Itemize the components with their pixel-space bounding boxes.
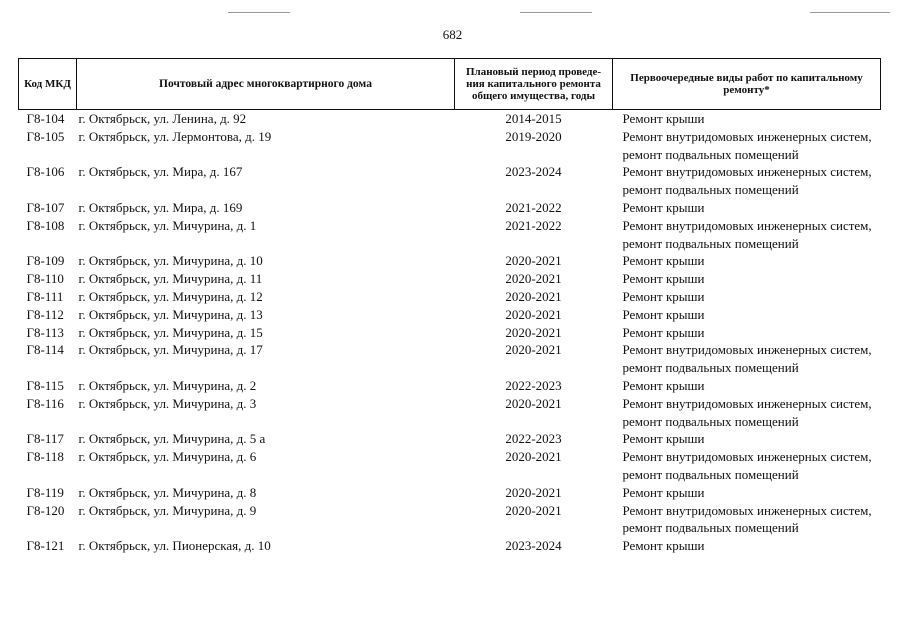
row-address: г. Октябрьск, ул. Мичурина, д. 13 [78, 306, 263, 322]
row-period: 2020-2021 [505, 253, 562, 269]
row-period: 2023-2024 [505, 164, 562, 180]
row-address: г. Октябрьск, ул. Мичурина, д. 10 [78, 253, 263, 269]
scan-artifact-right [810, 12, 890, 13]
row-works: Ремонт крыши [622, 111, 705, 126]
row-address: г. Октябрьск, ул. Мичурина, д. 2 [78, 377, 257, 393]
table-row [19, 199, 881, 217]
table-row [19, 128, 881, 164]
row-period: 2023-2024 [505, 538, 562, 554]
row-code: Г8-105 [26, 128, 65, 144]
row-period: 2020-2021 [505, 395, 562, 411]
row-works: Ремонт крыши [622, 484, 705, 500]
row-code: Г8-104 [26, 111, 65, 126]
row-period: 2021-2022 [505, 199, 562, 215]
table-row [19, 306, 881, 324]
row-code: Г8-106 [26, 164, 65, 180]
row-period: 2020-2021 [505, 342, 562, 358]
row-works: Ремонт внутридомовых инженерных систем, ремонт подвальных помещений [622, 395, 872, 429]
repair-schedule-table [18, 58, 881, 555]
row-code: Г8-120 [26, 502, 65, 518]
table-row [19, 395, 881, 431]
table-body [19, 110, 881, 555]
row-code: Г8-111 [26, 288, 64, 304]
table-row [19, 341, 881, 377]
row-works: Ремонт крыши [622, 324, 705, 340]
row-code: Г8-113 [26, 324, 64, 340]
row-period: 2020-2021 [505, 449, 562, 465]
scan-artifact-center [520, 12, 592, 13]
row-address: г. Октябрьск, ул. Мичурина, д. 9 [78, 502, 257, 518]
table-header-row [19, 59, 881, 110]
row-works: Ремонт крыши [622, 288, 705, 304]
row-period: 2022-2023 [505, 377, 562, 393]
table-row [19, 502, 881, 538]
row-period: 2020-2021 [505, 306, 562, 322]
row-works: Ремонт крыши [622, 431, 705, 447]
row-code: Г8-121 [26, 538, 65, 554]
table-row [19, 430, 881, 448]
row-period: 2021-2022 [505, 217, 562, 233]
row-works: Ремонт крыши [622, 271, 705, 287]
header-period: Плановый период проведе-ния капитального ремонта общего имущества, годы [455, 59, 613, 110]
row-code: Г8-109 [26, 253, 65, 269]
table-row [19, 288, 881, 306]
row-works: Ремонт крыши [622, 306, 705, 322]
scan-artifact-left [228, 12, 290, 13]
row-address: г. Октябрьск, ул. Пионерская, д. 10 [78, 538, 271, 554]
page-number: 682 [442, 27, 463, 42]
table-row [19, 270, 881, 288]
row-period: 2014-2015 [505, 111, 562, 126]
table-row [19, 252, 881, 270]
row-period: 2020-2021 [505, 484, 562, 500]
row-period: 2020-2021 [505, 324, 562, 340]
row-works: Ремонт внутридомовых инженерных систем, ремонт подвальных помещений [622, 342, 872, 376]
row-address: г. Октябрьск, ул. Мичурина, д. 1 [78, 217, 257, 233]
header-works: Первоочередные виды работ по капитальному ремонту* [613, 59, 881, 110]
row-code: Г8-112 [26, 306, 64, 322]
row-address: г. Октябрьск, ул. Мичурина, д. 3 [78, 395, 257, 411]
table-row [19, 110, 881, 128]
row-works: Ремонт крыши [622, 253, 705, 269]
row-works: Ремонт внутридомовых инженерных систем, ремонт подвальных помещений [622, 164, 872, 198]
row-code: Г8-107 [26, 199, 65, 215]
row-address: г. Октябрьск, ул. Мичурина, д. 11 [78, 271, 263, 287]
row-works: Ремонт внутридомовых инженерных систем, ремонт подвальных помещений [622, 449, 872, 482]
row-works: Ремонт крыши [622, 377, 705, 393]
row-period: 2020-2021 [505, 271, 562, 287]
table-row [19, 448, 881, 484]
row-address: г. Октябрьск, ул. Мичурина, д. 17 [78, 342, 263, 358]
row-address: г. Октябрьск, ул. Лермонтова, д. 19 [78, 128, 272, 144]
row-address: г. Октябрьск, ул. Мичурина, д. 8 [78, 484, 257, 500]
table-row [19, 377, 881, 395]
row-address: г. Октябрьск, ул. Мичурина, д. 6 [78, 449, 257, 465]
row-address: г. Октябрьск, ул. Мичурина, д. 15 [78, 324, 263, 340]
row-period: 2020-2021 [505, 502, 562, 518]
row-address: г. Октябрьск, ул. Мичурина, д. 12 [78, 288, 263, 304]
row-works: Ремонт внутридомовых инженерных систем, ремонт подвальных помещений [622, 217, 872, 251]
table-row [19, 484, 881, 502]
row-address: г. Октябрьск, ул. Мира, д. 169 [78, 199, 243, 215]
header-code: Код МКД [19, 59, 77, 110]
row-code: Г8-117 [26, 431, 64, 447]
row-code: Г8-119 [26, 484, 64, 500]
row-address: г. Октябрьск, ул. Мичурина, д. 5 а [78, 431, 266, 447]
table-row [19, 537, 881, 555]
row-period: 2022-2023 [505, 431, 562, 447]
row-works: Ремонт крыши [622, 538, 705, 554]
row-code: Г8-114 [26, 342, 64, 358]
row-period: 2019-2020 [505, 128, 562, 144]
row-address: г. Октябрьск, ул. Мира, д. 167 [78, 164, 243, 180]
row-period: 2020-2021 [505, 288, 562, 304]
table-row [19, 324, 881, 342]
row-works: Ремонт крыши [622, 199, 705, 215]
row-code: Г8-115 [26, 377, 64, 393]
row-works: Ремонт внутридомовых инженерных систем, ремонт подвальных помещений [622, 128, 872, 162]
table-row [19, 217, 881, 253]
row-works: Ремонт внутридомовых инженерных систем, ремонт подвальных помещений [622, 502, 872, 536]
row-code: Г8-118 [26, 449, 64, 465]
row-code: Г8-110 [26, 271, 64, 287]
header-address: Почтовый адрес многоквартирного дома [77, 59, 455, 110]
row-code: Г8-116 [26, 395, 64, 411]
row-address: г. Октябрьск, ул. Ленина, д. 92 [78, 111, 247, 126]
row-code: Г8-108 [26, 217, 65, 233]
table-row [19, 163, 881, 199]
